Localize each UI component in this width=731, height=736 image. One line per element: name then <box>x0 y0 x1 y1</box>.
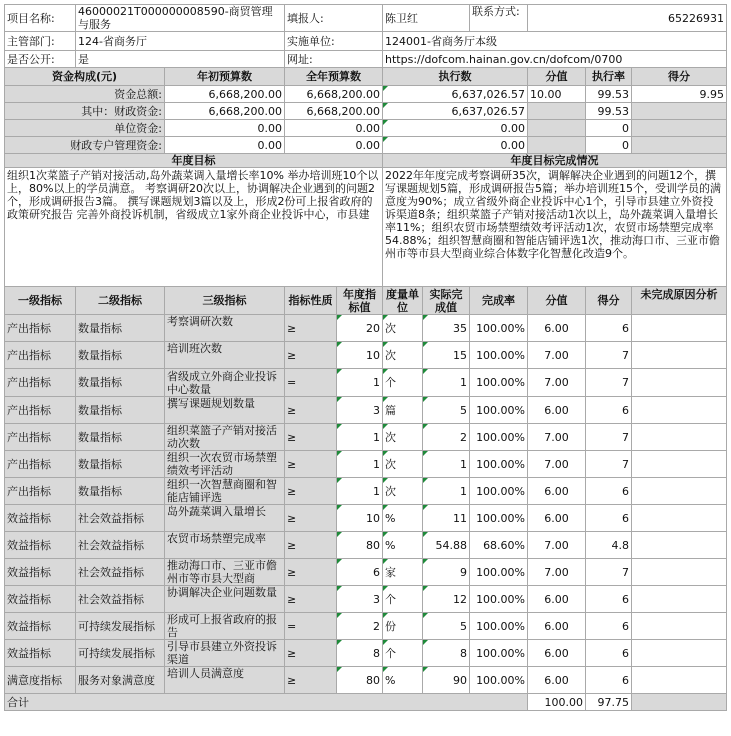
funds-row-score-value <box>528 120 586 137</box>
indicator-level2: 数量指标 <box>76 424 165 451</box>
indicator-unit[interactable]: 次 <box>383 478 423 505</box>
indicator-level2: 数量指标 <box>76 478 165 505</box>
score-header: 得分 <box>586 287 632 315</box>
funds-row-executed[interactable]: 6,637,026.57 <box>383 86 528 103</box>
indicator-score[interactable]: 6 <box>586 640 632 667</box>
indicator-score-value[interactable]: 7.00 <box>528 342 586 369</box>
indicator-row <box>5 397 727 424</box>
total-score[interactable]: 97.75 <box>586 694 632 711</box>
indicator-target-value[interactable]: 1 <box>337 478 383 505</box>
indicator-score-value[interactable]: 7.00 <box>528 532 586 559</box>
indicator-level3: 组织一次农贸市场禁塑绩效考评活动 <box>165 451 285 478</box>
indicator-row <box>5 451 727 478</box>
indicator-level3: 组织一次智慧商圈和智能店铺评选 <box>165 478 285 505</box>
indicator-actual[interactable]: 8 <box>423 640 470 667</box>
indicator-reason[interactable] <box>632 315 727 342</box>
indicator-target-value[interactable]: 10 <box>337 342 383 369</box>
indicator-unit[interactable]: 篇 <box>383 397 423 424</box>
indicator-score-value[interactable]: 6.00 <box>528 586 586 613</box>
indicator-level2: 社会效益指标 <box>76 586 165 613</box>
indicator-score[interactable]: 7 <box>586 559 632 586</box>
indicator-reason[interactable] <box>632 451 727 478</box>
indicator-actual[interactable]: 1 <box>423 451 470 478</box>
nature-header: 指标性质 <box>285 287 337 315</box>
total-row <box>5 694 727 711</box>
total-label: 合计 <box>5 694 528 711</box>
contact-label: 联系方式: <box>470 5 528 32</box>
funds-row <box>5 120 727 137</box>
indicator-rate[interactable]: 100.00% <box>470 451 528 478</box>
indicator-level1: 产出指标 <box>5 478 76 505</box>
funds-full-header: 全年预算数 <box>285 68 383 86</box>
indicator-reason[interactable] <box>632 478 727 505</box>
funds-row-initial[interactable]: 0.00 <box>165 137 285 154</box>
indicator-nature: ≥ <box>285 586 337 613</box>
indicator-actual[interactable]: 12 <box>423 586 470 613</box>
indicator-level1: 产出指标 <box>5 315 76 342</box>
indicator-actual[interactable]: 35 <box>423 315 470 342</box>
indicator-row <box>5 478 727 505</box>
indicator-score[interactable]: 7 <box>586 451 632 478</box>
funds-row-score-value <box>528 103 586 120</box>
indicator-level2: 数量指标 <box>76 315 165 342</box>
indicator-nature: ≥ <box>285 315 337 342</box>
indicator-row <box>5 640 727 667</box>
funds-row-initial[interactable]: 0.00 <box>165 120 285 137</box>
funds-rate-header: 执行率 <box>586 68 632 86</box>
funds-score-value-header: 分值 <box>528 68 586 86</box>
indicator-row <box>5 586 727 613</box>
unit-value[interactable]: 124001-省商务厅本级 <box>383 32 727 51</box>
indicator-level1: 产出指标 <box>5 451 76 478</box>
indicator-rate[interactable]: 100.00% <box>470 342 528 369</box>
indicator-rate[interactable]: 68.60% <box>470 532 528 559</box>
indicator-unit[interactable]: 次 <box>383 342 423 369</box>
indicator-level1: 效益指标 <box>5 640 76 667</box>
indicator-rows <box>5 315 727 694</box>
funds-row-rate[interactable]: 99.53 <box>586 103 632 120</box>
indicator-level1: 产出指标 <box>5 424 76 451</box>
indicator-level2: 社会效益指标 <box>76 559 165 586</box>
completion-header: 年度目标完成情况 <box>383 154 727 168</box>
indicator-rate[interactable]: 100.00% <box>470 369 528 397</box>
funds-row-full[interactable]: 0.00 <box>285 137 383 154</box>
indicator-level1: 效益指标 <box>5 586 76 613</box>
indicator-unit[interactable]: 家 <box>383 559 423 586</box>
completion-text[interactable]: 2022年年度完成考察调研35次，调解解决企业遇到的问题12个，撰写课题规划5篇，形成调研报告5篇；举办培训班15个，受训学员的满意度为90%；成立省级外商企业投诉中心1个，引导市县建立外资投诉渠道8条；组织菜篮子产销对接活动1次以上，岛外蔬菜调入量增长率11%；组织农贸市场禁塑绩效考评活动1次，农贸市场禁塑完成率54.88%；组织智慧商圈和智能店铺评选1次，推动海口市、三亚市儋州市等市县大型商业综合体数字化智慧化改造9个。 <box>383 168 727 287</box>
indicator-level3: 培训人员满意度 <box>165 667 285 694</box>
indicator-actual[interactable]: 5 <box>423 397 470 424</box>
indicator-target-value[interactable]: 1 <box>337 451 383 478</box>
indicator-unit[interactable]: % <box>383 505 423 532</box>
indicator-target-value[interactable]: 80 <box>337 532 383 559</box>
funds-row-rate[interactable]: 0 <box>586 137 632 154</box>
indicator-target-value[interactable]: 8 <box>337 640 383 667</box>
indicator-score-value[interactable]: 7.00 <box>528 424 586 451</box>
target-text-row <box>5 168 727 287</box>
indicator-score-value[interactable]: 6.00 <box>528 315 586 342</box>
indicator-level3: 培训班次数 <box>165 342 285 369</box>
indicator-score-value[interactable]: 6.00 <box>528 505 586 532</box>
indicator-nature: ≥ <box>285 342 337 369</box>
indicator-score[interactable]: 7 <box>586 369 632 397</box>
indicator-reason[interactable] <box>632 342 727 369</box>
indicator-rate[interactable]: 100.00% <box>470 640 528 667</box>
indicator-level1: 效益指标 <box>5 532 76 559</box>
funds-row-rate[interactable]: 0 <box>586 120 632 137</box>
indicator-unit[interactable]: 次 <box>383 315 423 342</box>
indicator-row <box>5 667 727 694</box>
indicator-rate[interactable]: 100.00% <box>470 613 528 640</box>
indicator-level1: 效益指标 <box>5 505 76 532</box>
indicator-unit[interactable]: % <box>383 532 423 559</box>
dept-value[interactable]: 124-省商务厅 <box>76 32 285 51</box>
indicator-actual[interactable]: 11 <box>423 505 470 532</box>
funds-row-executed[interactable]: 0.00 <box>383 137 528 154</box>
public-value[interactable]: 是 <box>76 51 285 68</box>
funds-initial-header: 年初预算数 <box>165 68 285 86</box>
indicator-nature: ≥ <box>285 640 337 667</box>
info-row-dept <box>5 32 727 51</box>
indicator-level2: 数量指标 <box>76 451 165 478</box>
indicator-level2: 社会效益指标 <box>76 505 165 532</box>
indicator-nature: ≥ <box>285 478 337 505</box>
indicator-nature: ≥ <box>285 559 337 586</box>
indicator-row <box>5 342 727 369</box>
indicator-target-value[interactable]: 6 <box>337 559 383 586</box>
indicator-reason[interactable] <box>632 369 727 397</box>
indicator-level2: 数量指标 <box>76 397 165 424</box>
indicator-level2: 数量指标 <box>76 342 165 369</box>
indicator-score[interactable]: 4.8 <box>586 532 632 559</box>
indicator-score[interactable]: 6 <box>586 505 632 532</box>
indicator-nature: ≥ <box>285 532 337 559</box>
indicator-level3: 省级成立外商企业投诉中心数量 <box>165 369 285 397</box>
indicator-actual[interactable]: 90 <box>423 667 470 694</box>
indicator-row <box>5 505 727 532</box>
project-value[interactable]: 46000021T000000008590-商贸管理与服务 <box>76 5 285 32</box>
indicator-nature: ≥ <box>285 397 337 424</box>
public-label: 是否公开: <box>5 51 76 68</box>
indicator-header-row <box>5 287 727 315</box>
annual-goal-header: 年度目标 <box>5 154 383 168</box>
indicator-level2: 社会效益指标 <box>76 532 165 559</box>
score-value-header: 分值 <box>528 287 586 315</box>
indicator-level3: 农贸市场禁塑完成率 <box>165 532 285 559</box>
indicator-reason[interactable] <box>632 640 727 667</box>
indicator-level3: 引导市县建立外资投诉渠道 <box>165 640 285 667</box>
filler-value[interactable]: 陈卫红 <box>383 5 470 32</box>
indicator-rate[interactable]: 100.00% <box>470 559 528 586</box>
funds-row-label: 单位资金: <box>5 120 165 137</box>
indicator-score-value[interactable]: 6.00 <box>528 478 586 505</box>
url-value[interactable]: https://dofcom.hainan.gov.cn/dofcom/0700 <box>383 51 727 68</box>
indicator-target-value[interactable]: 3 <box>337 397 383 424</box>
indicator-target-value[interactable]: 1 <box>337 424 383 451</box>
indicator-score[interactable]: 6 <box>586 586 632 613</box>
indicator-reason[interactable] <box>632 586 727 613</box>
indicator-level3: 考察调研次数 <box>165 315 285 342</box>
indicator-reason[interactable] <box>632 397 727 424</box>
indicator-target-value[interactable]: 80 <box>337 667 383 694</box>
indicator-score[interactable]: 6 <box>586 667 632 694</box>
total-score-value[interactable]: 100.00 <box>528 694 586 711</box>
funds-executed-header: 执行数 <box>383 68 528 86</box>
indicator-nature: ≥ <box>285 451 337 478</box>
info-row-project <box>5 5 727 32</box>
funds-row-rate[interactable]: 99.53 <box>586 86 632 103</box>
funds-row-label: 财政专户管理资金: <box>5 137 165 154</box>
indicator-actual[interactable]: 2 <box>423 424 470 451</box>
funds-header-row <box>5 68 727 86</box>
funds-row-score-value <box>528 137 586 154</box>
indicator-reason[interactable] <box>632 667 727 694</box>
indicator-score[interactable]: 6 <box>586 315 632 342</box>
target-header-row <box>5 154 727 168</box>
funds-row <box>5 86 727 103</box>
funds-row <box>5 137 727 154</box>
indicator-level2: 可持续发展指标 <box>76 613 165 640</box>
indicator-score-value[interactable]: 7.00 <box>528 369 586 397</box>
indicator-score-value[interactable]: 6.00 <box>528 397 586 424</box>
indicator-level2: 数量指标 <box>76 369 165 397</box>
indicator-score[interactable]: 6 <box>586 613 632 640</box>
indicator-nature: ≥ <box>285 505 337 532</box>
funds-row-full[interactable]: 6,668,200.00 <box>285 86 383 103</box>
indicator-nature: = <box>285 369 337 397</box>
indicator-row <box>5 315 727 342</box>
indicator-row <box>5 532 727 559</box>
level3-header: 三级指标 <box>165 287 285 315</box>
indicator-row <box>5 559 727 586</box>
indicator-score[interactable]: 6 <box>586 478 632 505</box>
indicator-rate[interactable]: 100.00% <box>470 424 528 451</box>
indicator-rate[interactable]: 100.00% <box>470 586 528 613</box>
indicator-target-value[interactable]: 1 <box>337 369 383 397</box>
indicator-reason[interactable] <box>632 532 727 559</box>
indicator-level3: 形成可上报省政府的报告 <box>165 613 285 640</box>
indicator-score[interactable]: 7 <box>586 342 632 369</box>
funds-row-full[interactable]: 6,668,200.00 <box>285 103 383 120</box>
target-value-header: 年度指标值 <box>337 287 383 315</box>
funds-row <box>5 103 727 120</box>
indicator-nature: ≥ <box>285 424 337 451</box>
indicator-level1: 满意度指标 <box>5 667 76 694</box>
indicator-score[interactable]: 6 <box>586 397 632 424</box>
indicator-actual[interactable]: 1 <box>423 478 470 505</box>
indicator-level3: 推动海口市、三亚市儋州市等市县大型商 <box>165 559 285 586</box>
indicator-unit[interactable]: 份 <box>383 613 423 640</box>
indicator-level2: 服务对象满意度 <box>76 667 165 694</box>
indicator-rate[interactable]: 100.00% <box>470 315 528 342</box>
funds-composition-header: 资金构成(元) <box>5 68 165 86</box>
funds-score-header: 得分 <box>632 68 727 86</box>
funds-row-score <box>632 103 727 120</box>
indicator-unit[interactable]: 次 <box>383 424 423 451</box>
indicator-row <box>5 424 727 451</box>
funds-row-score[interactable]: 9.95 <box>632 86 727 103</box>
indicator-unit[interactable]: 个 <box>383 640 423 667</box>
actual-header: 实际完成值 <box>423 287 470 315</box>
indicator-target-value[interactable]: 10 <box>337 505 383 532</box>
contact-value[interactable]: 65226931 <box>528 5 727 32</box>
indicator-unit[interactable]: 次 <box>383 451 423 478</box>
funds-row-initial[interactable]: 6,668,200.00 <box>165 86 285 103</box>
indicator-level2: 可持续发展指标 <box>76 640 165 667</box>
indicator-level1: 产出指标 <box>5 369 76 397</box>
filler-label: 填报人: <box>285 5 383 32</box>
indicator-row <box>5 369 727 397</box>
indicator-unit[interactable]: 个 <box>383 369 423 397</box>
funds-row-executed[interactable]: 0.00 <box>383 120 528 137</box>
indicator-reason[interactable] <box>632 424 727 451</box>
funds-row-label: 资金总额: <box>5 86 165 103</box>
indicator-level1: 产出指标 <box>5 397 76 424</box>
evaluation-table <box>4 4 727 711</box>
rate-header: 完成率 <box>470 287 528 315</box>
indicator-actual[interactable]: 1 <box>423 369 470 397</box>
indicator-reason[interactable] <box>632 613 727 640</box>
indicator-level1: 效益指标 <box>5 613 76 640</box>
indicator-target-value[interactable]: 20 <box>337 315 383 342</box>
funds-row-score <box>632 137 727 154</box>
indicator-score-value[interactable]: 7.00 <box>528 451 586 478</box>
info-row-public <box>5 51 727 68</box>
funds-row-label: 其中：财政资金: <box>5 103 165 120</box>
indicator-level3: 协调解决企业问题数量 <box>165 586 285 613</box>
indicator-nature: ≥ <box>285 667 337 694</box>
url-label: 网址: <box>285 51 383 68</box>
indicator-actual[interactable]: 15 <box>423 342 470 369</box>
unit-header: 度量单位 <box>383 287 423 315</box>
indicator-rate[interactable]: 100.00% <box>470 397 528 424</box>
indicator-target-value[interactable]: 3 <box>337 586 383 613</box>
indicator-target-value[interactable]: 2 <box>337 613 383 640</box>
indicator-level1: 产出指标 <box>5 342 76 369</box>
indicator-unit[interactable]: % <box>383 667 423 694</box>
indicator-actual[interactable]: 5 <box>423 613 470 640</box>
indicator-score-value[interactable]: 6.00 <box>528 640 586 667</box>
project-label: 项目名称: <box>5 5 76 32</box>
indicator-reason[interactable] <box>632 559 727 586</box>
indicator-level1: 效益指标 <box>5 559 76 586</box>
indicator-actual[interactable]: 9 <box>423 559 470 586</box>
indicator-rate[interactable]: 100.00% <box>470 478 528 505</box>
indicator-level3: 组织菜篮子产销对接活动次数 <box>165 424 285 451</box>
indicator-rate[interactable]: 100.00% <box>470 505 528 532</box>
indicator-score-value[interactable]: 6.00 <box>528 667 586 694</box>
unit-label: 实施单位: <box>285 32 383 51</box>
indicator-row <box>5 613 727 640</box>
indicator-score-value[interactable]: 6.00 <box>528 613 586 640</box>
total-reason <box>632 694 727 711</box>
indicator-actual[interactable]: 54.88 <box>423 532 470 559</box>
indicator-level3: 撰写课题规划数量 <box>165 397 285 424</box>
indicator-rate[interactable]: 100.00% <box>470 667 528 694</box>
dept-label: 主管部门: <box>5 32 76 51</box>
level2-header: 二级指标 <box>76 287 165 315</box>
reason-header: 未完成原因分析 <box>632 287 727 315</box>
indicator-level3: 岛外蔬菜调入量增长 <box>165 505 285 532</box>
level1-header: 一级指标 <box>5 287 76 315</box>
indicator-nature: = <box>285 613 337 640</box>
indicator-unit[interactable]: 个 <box>383 586 423 613</box>
indicator-score[interactable]: 7 <box>586 424 632 451</box>
funds-row-full[interactable]: 0.00 <box>285 120 383 137</box>
annual-goal-text[interactable]: 组织1次菜篮子产销对接活动,岛外蔬菜调入量增长率10% 举办培训班10个以上，80%以上的学员满意。 考察调研20次以上，协调解决企业遇到的问题2个，形成调研报告3篇。 撰写课题规划3篇以及上，形成2份可上报省政府的政策研究报告 完善外商投诉机制，省级成立1家外商企业投诉中心，市县建 <box>5 168 383 287</box>
funds-row-score <box>632 120 727 137</box>
indicator-reason[interactable] <box>632 505 727 532</box>
funds-row-executed[interactable]: 6,637,026.57 <box>383 103 528 120</box>
funds-row-initial[interactable]: 6,668,200.00 <box>165 103 285 120</box>
indicator-score-value[interactable]: 7.00 <box>528 559 586 586</box>
funds-row-score-value[interactable]: 10.00 <box>528 86 586 103</box>
